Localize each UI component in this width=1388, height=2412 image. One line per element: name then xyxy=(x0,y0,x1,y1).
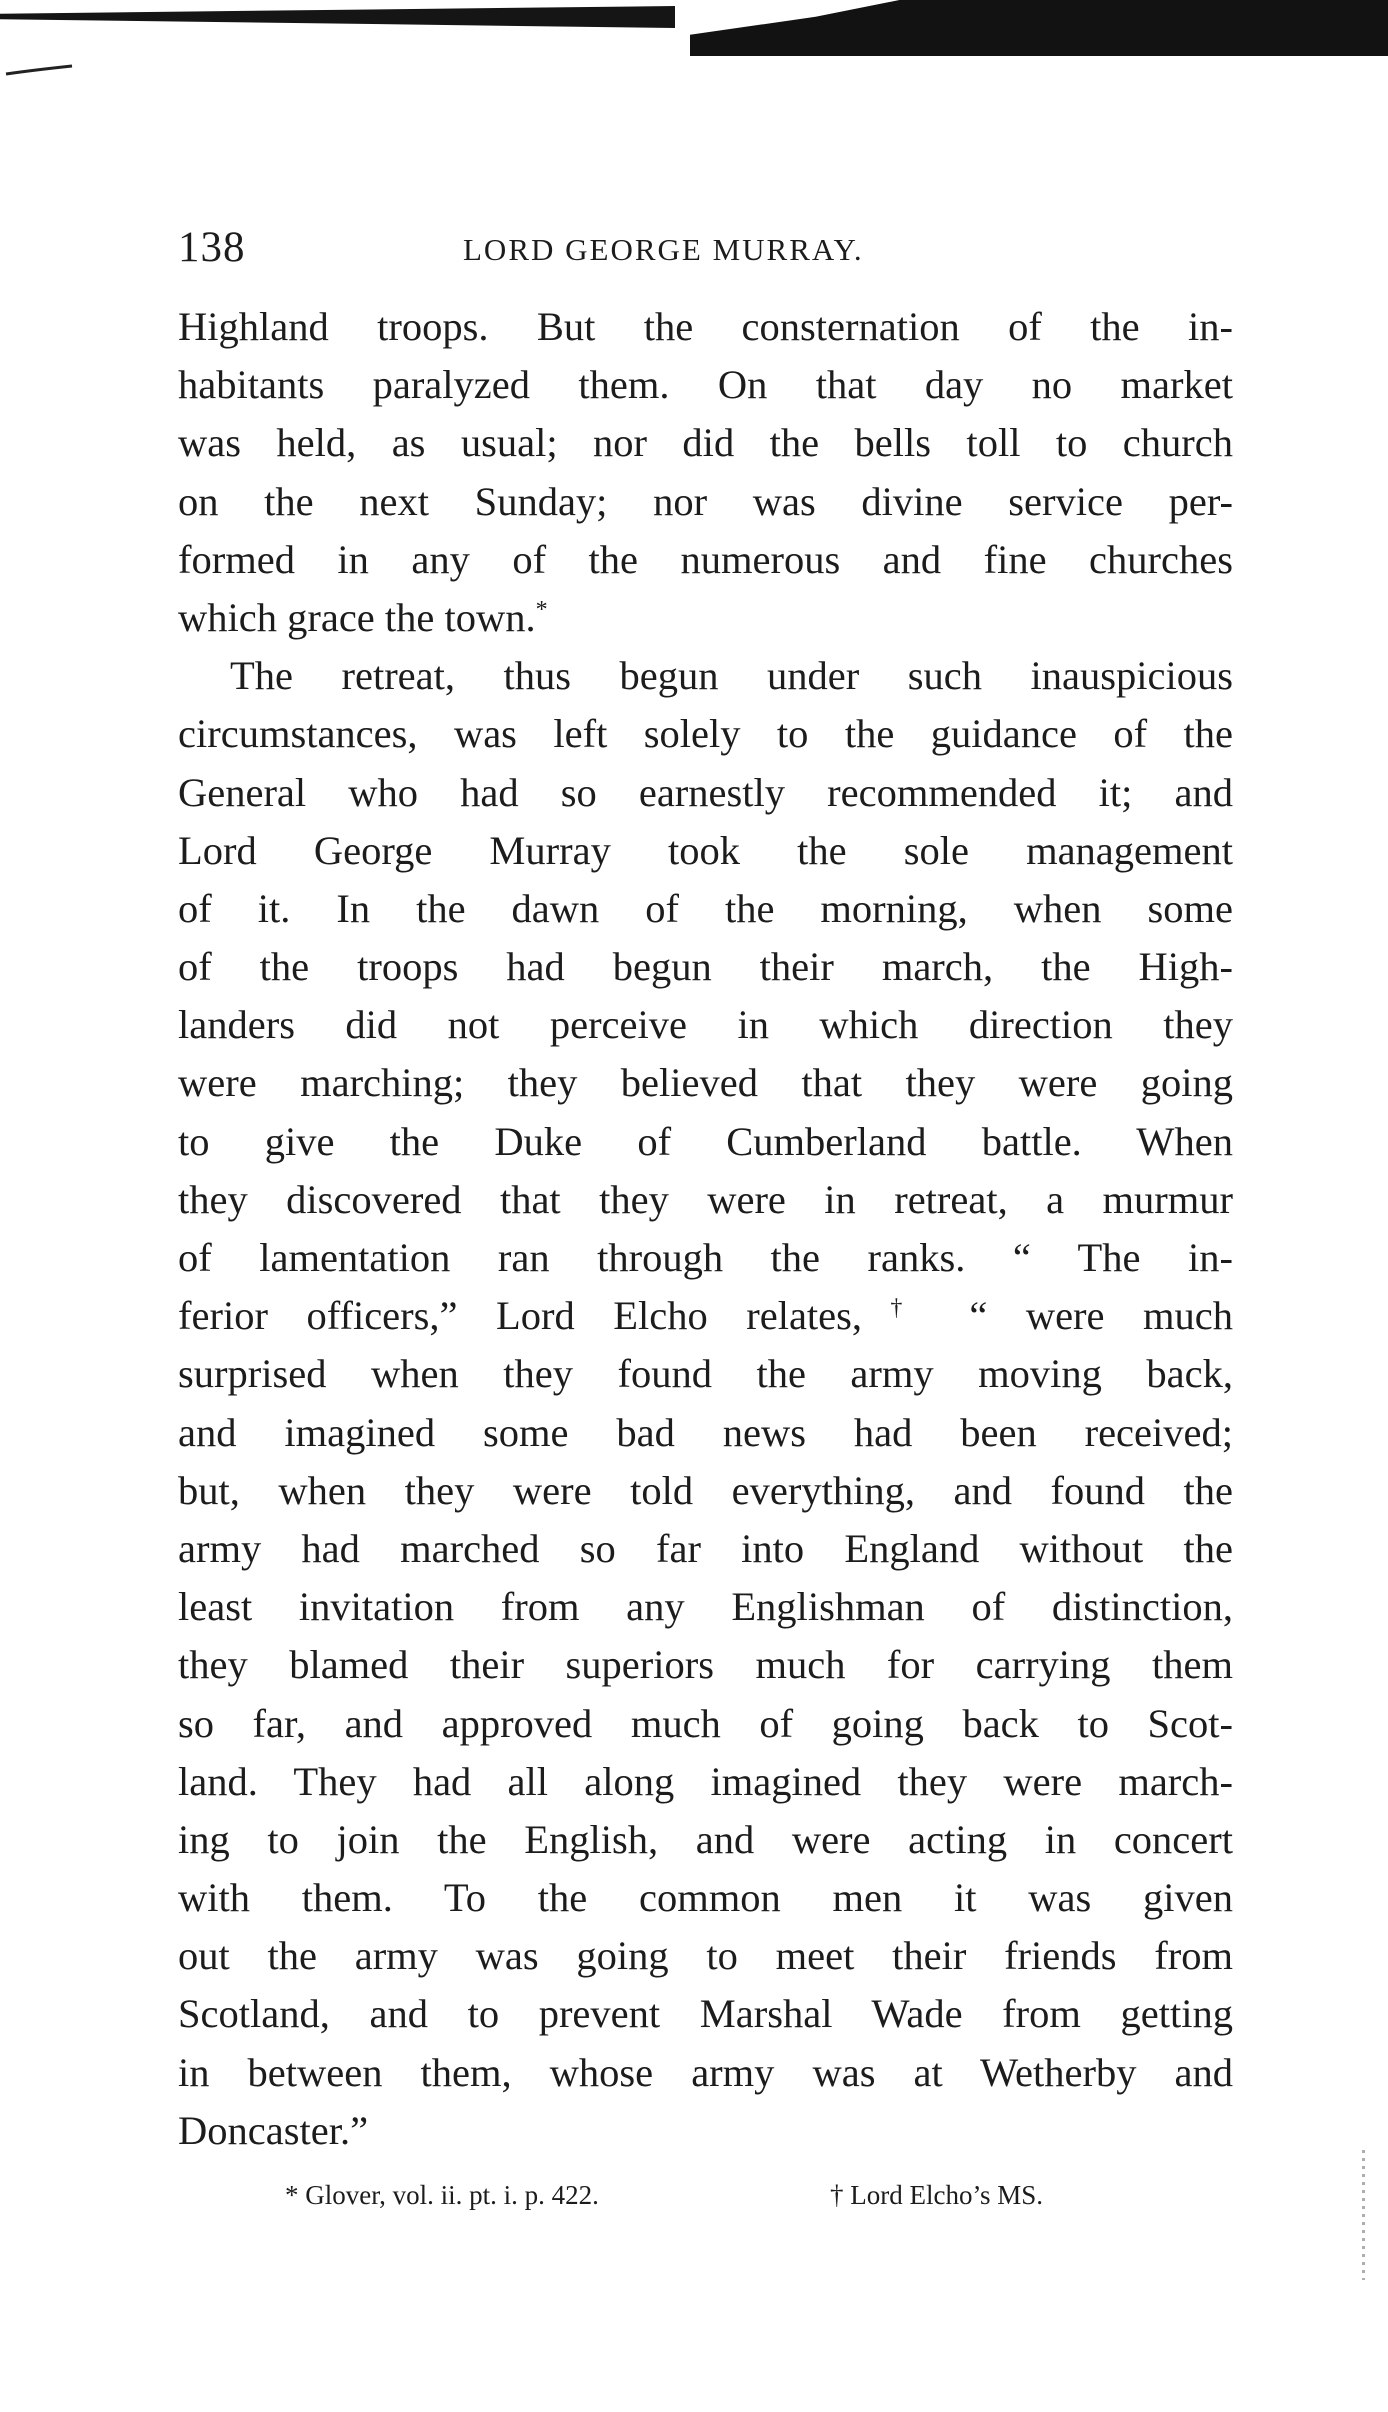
text-line: Scotland, and to prevent Marshal Wade from getting xyxy=(178,1991,1233,2037)
text-line: Lord George Murray took the sole management xyxy=(178,827,1233,873)
text-line: they discovered that they were in retreat, a murmur xyxy=(178,1176,1233,1222)
text-line: least invitation from any Englishman of distinction, xyxy=(178,1584,1233,1630)
text-line-content: ferior officers,” Lord Elcho relates, xyxy=(178,1293,863,1339)
text-line: ing to join the English, and were acting in concert xyxy=(178,1816,1233,1862)
text-line: were marching; they believed that they were going xyxy=(178,1060,1233,1106)
text-line: in between them, whose army was at Wetherby and xyxy=(178,2049,1233,2095)
text-line: so far, and approved much of going back to Scot- xyxy=(178,1700,1233,1746)
scan-edge-shadow-right xyxy=(690,0,1388,56)
text-line: out the army was going to meet their friends from xyxy=(178,1933,1233,1979)
text-line: circumstances, was left solely to the guidance of the xyxy=(178,711,1233,757)
running-head: LORD GEORGE MURRAY. xyxy=(463,232,864,267)
text-line: of lamentation ran through the ranks. “ The in- xyxy=(178,1235,1233,1280)
text-line: with them. To the common men it was given xyxy=(178,1875,1233,1921)
text-line: to give the Duke of Cumberland battle. When xyxy=(178,1118,1233,1164)
footnote-elcho: † Lord Elcho’s MS. xyxy=(830,2180,1043,2210)
text-line xyxy=(178,1287,1233,1345)
text-line: Doncaster.” xyxy=(178,2107,369,2153)
footnote-marker-dagger: † xyxy=(862,1295,931,1322)
text-line xyxy=(178,589,1233,647)
text-line-tail: “ were much xyxy=(930,1293,1234,1339)
footnote-glover: * Glover, vol. ii. pt. i. p. 422. xyxy=(285,2180,599,2210)
text-line: was held, as usual; nor did the bells toll to church xyxy=(178,420,1233,466)
text-line: but, when they were told everything, and found the xyxy=(178,1467,1233,1513)
text-line: The retreat, thus begun under such inauspicious xyxy=(230,653,1233,699)
text-line: landers did not perceive in which direction they xyxy=(178,1002,1233,1048)
scan-pen-mark xyxy=(4,64,74,76)
body-text xyxy=(178,298,1233,2160)
text-line: land. They had all along imagined they were march- xyxy=(178,1758,1233,1804)
page-header xyxy=(178,218,1233,278)
page-number: 138 xyxy=(178,224,246,271)
text-line: of it. In the dawn of the morning, when some xyxy=(178,885,1233,931)
scan-edge-shadow-left xyxy=(0,6,675,28)
footnotes xyxy=(285,2170,1135,2220)
text-line: on the next Sunday; nor was divine service per- xyxy=(178,478,1233,524)
text-line: they blamed their superiors much for carrying them xyxy=(178,1642,1233,1688)
text-line: of the troops had begun their march, the High- xyxy=(178,944,1233,990)
text-line: and imagined some bad news had been received; xyxy=(178,1409,1233,1455)
text-line: General who had so earnestly recommended it; and xyxy=(178,769,1233,815)
text-line: formed in any of the numerous and fine churches xyxy=(178,536,1233,582)
text-line: army had marched so far into England without the xyxy=(178,1525,1233,1571)
footnote-marker-asterisk: * xyxy=(535,596,548,623)
text-line-content: which grace the town. xyxy=(178,594,536,640)
text-line: Highland troops. But the consternation of the in- xyxy=(178,304,1233,349)
scan-edge-speckle xyxy=(1362,2150,1365,2280)
text-line: habitants paralyzed them. On that day no market xyxy=(178,362,1233,408)
text-line: surprised when they found the army moving back, xyxy=(178,1351,1233,1397)
